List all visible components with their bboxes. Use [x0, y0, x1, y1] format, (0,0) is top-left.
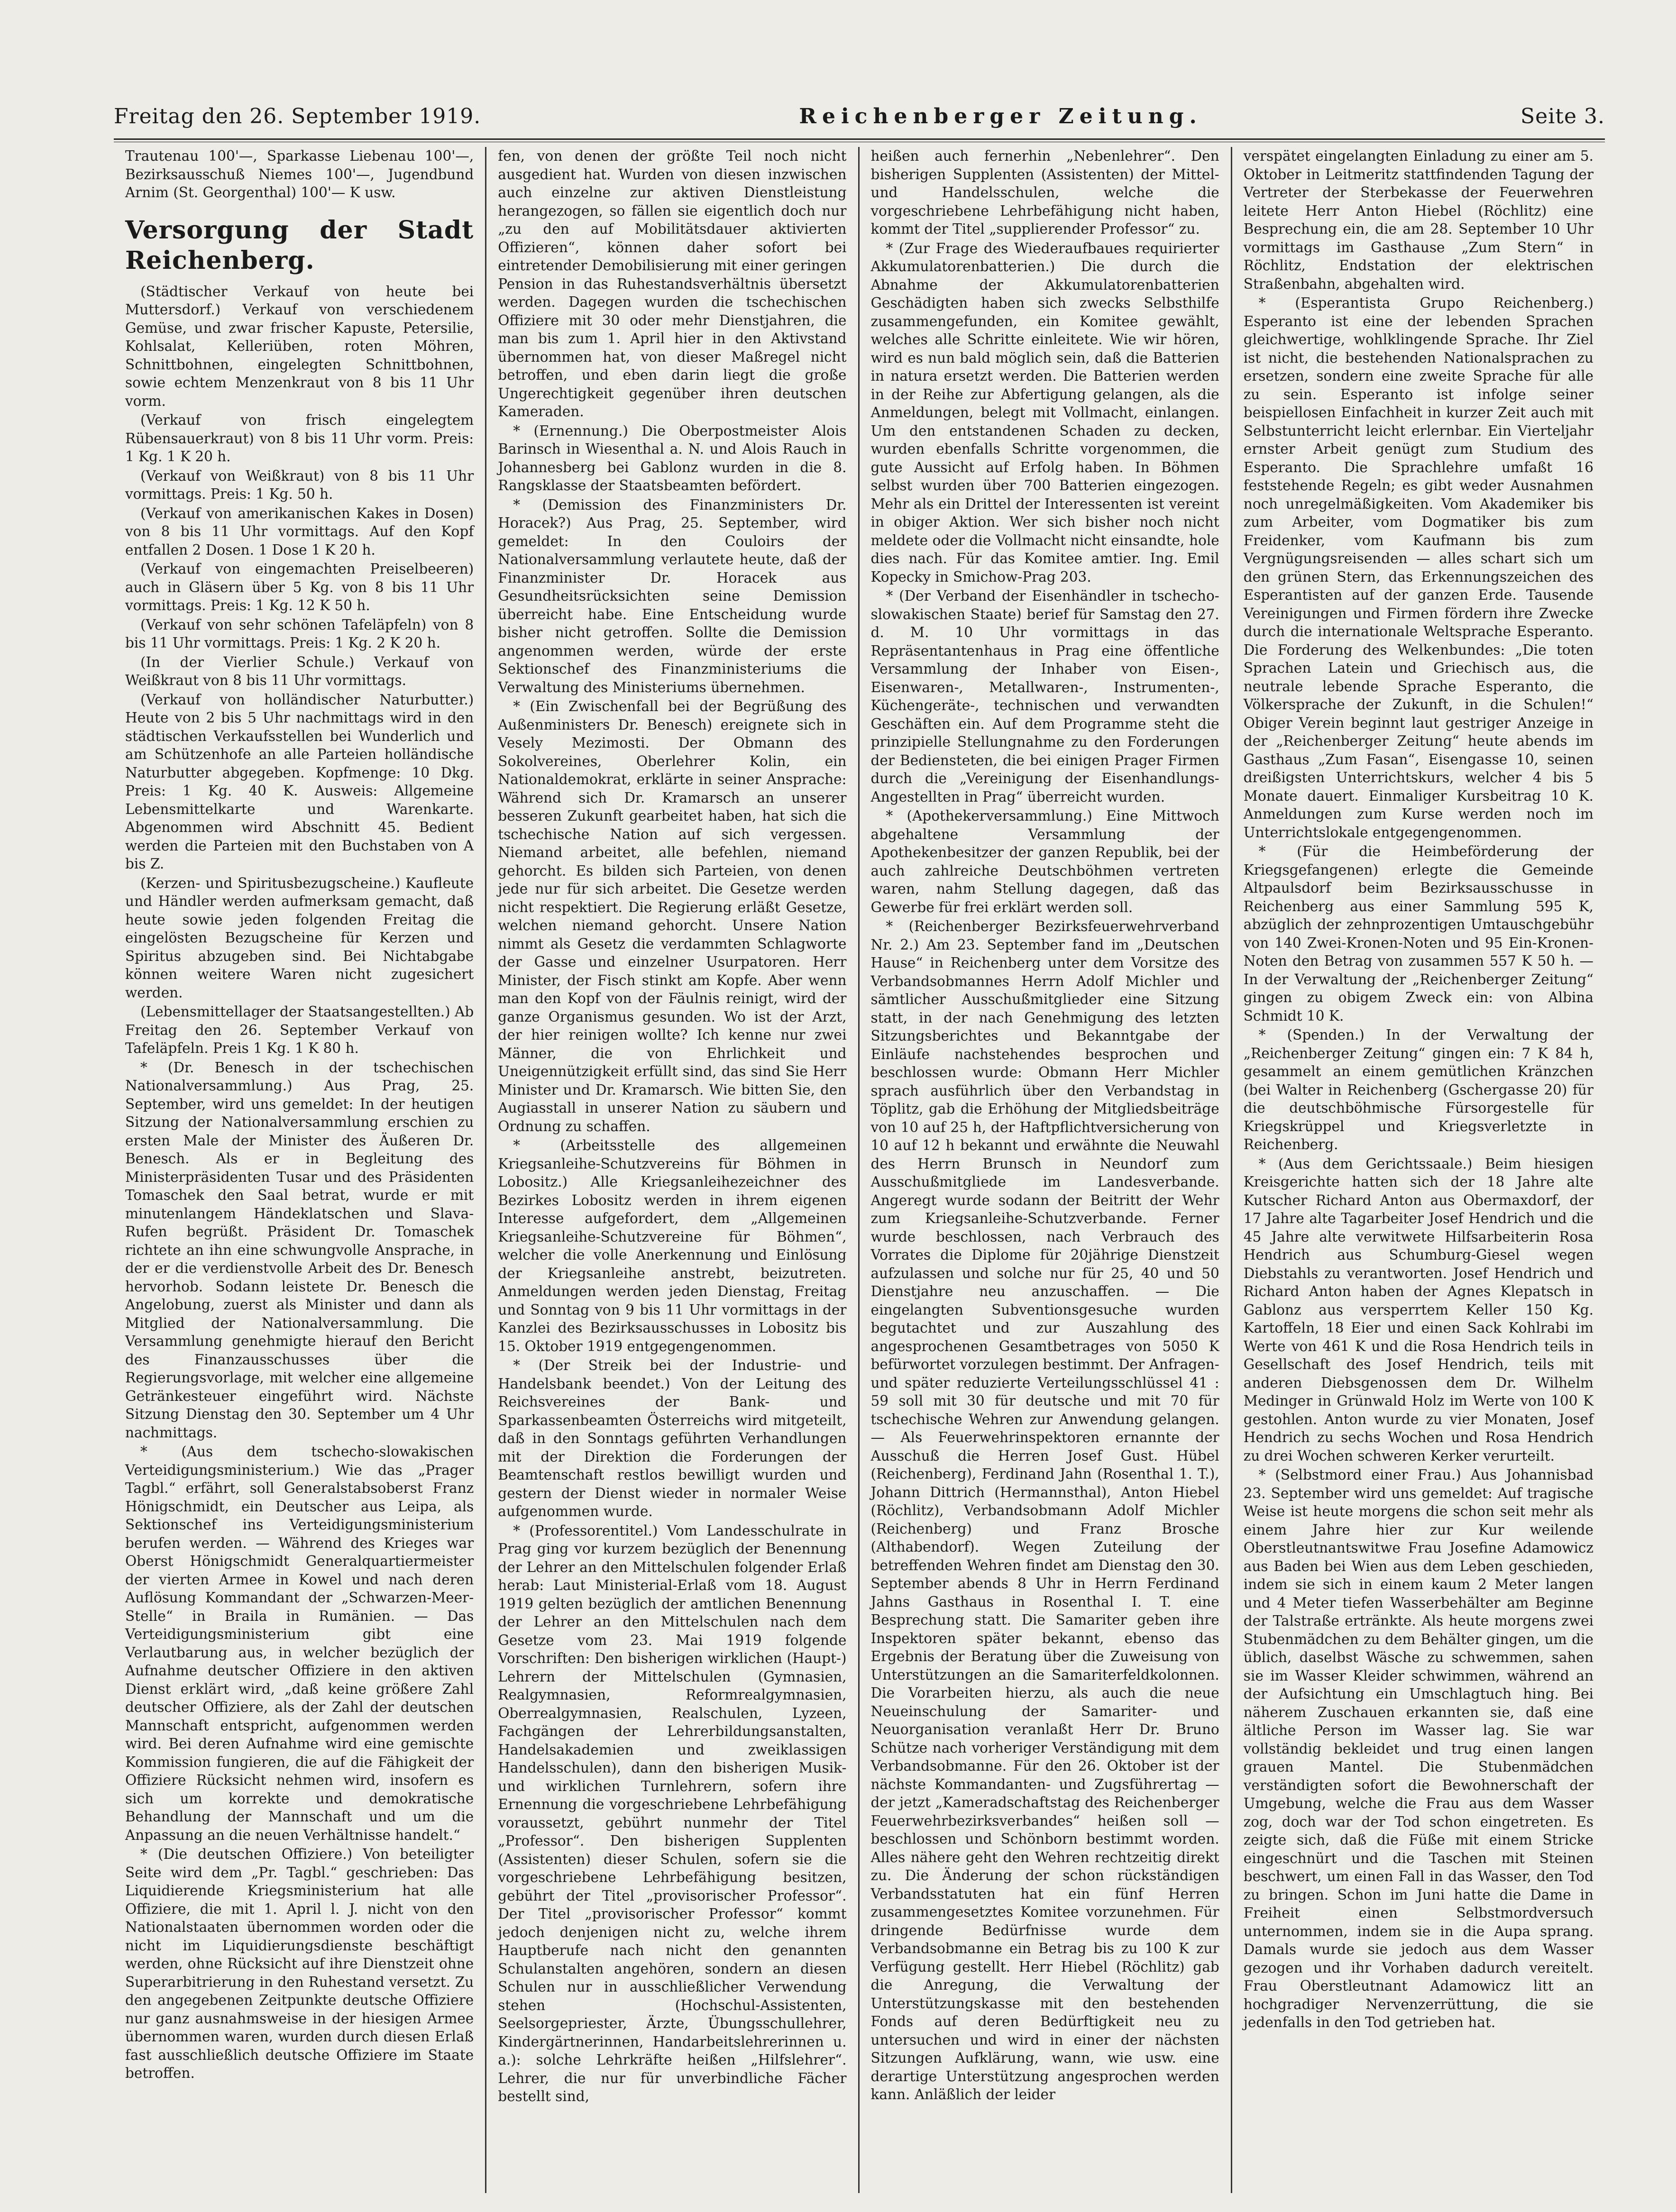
article-paragraph: Trautenau 100'—, Sparkasse Liebenau 100'—, Bezirksausschuß Niemes 100'—, Jugendbund Arnim (St. Georgenthal) 100'— K usw.	[125, 148, 474, 201]
article-paragraph: (Verkauf von amerikanischen Kakes in Dosen) von 8 bis 11 Uhr vormittags. Auf den Kopf entfallen 2 Dosen. 1 Dose 1 K 20 h.	[125, 505, 474, 558]
article-paragraph: verspätet eingelangten Einladung zu einer am 5. Oktober in Leitmeritz stattfindenden Tagung der Vertreter der Sterbekasse der Feuerwehren leitete Herr Anton Hiebel (Röchlitz) eine Besprechung ein, die am 28. September 10 Uhr vormittags im Gasthause „Zum Stern“ in Röchlitz, Endstation der elektrischen Straßenbahn, abgehalten wird.	[1243, 148, 1594, 292]
article-paragraph: * (Für die Heimbeförderung der Kriegsgefangenen) erlegte die Gemeinde Altpaulsdorf beim Bezirksausschusse in Reichenberg aus einer Sammlung 595 K, abzüglich der zehnprozentigen Umtauschgebühr von 140 Zwei-Kronen-Noten und 95 Ein-Kronen-Noten den Betrag von zusammen 557 K 50 h. — In der Verwaltung der „Reichenberger Zeitung“ gingen zu obigem Zweck ein: von Albina Schmidt 10 K.	[1243, 843, 1594, 1024]
column-1	[114, 147, 486, 2193]
article-paragraph: * (Der Verband der Eisenhändler in tschecho-slowakischen Staate) berief für Samstag den 27. d. M. 10 Uhr vormittags in das Repräsentantenhaus in Prag eine öffentliche Versammlung der Inhaber von Eisen-, Eisenwaren-, Metallwaren-, Instrumenten-, Küchengeräte-, technischen und verwandten Geschäften ein. Auf dem Programme steht die prinzipielle Stellungnahme zu den Forderungen der Bediensteten, die bei einigen Prager Firmen durch die „Vereinigung der Eisenhandlungs-Angestellten in Prag“ überreicht wurden.	[870, 588, 1219, 805]
article-paragraph: * (Ein Zwischenfall bei der Begrüßung des Außenministers Dr. Benesch) ereignete sich in Vesely Mezimosti. Der Obmann des Sokolvereines, Oberlehrer Kolin, ein Nationaldemokrat, erklärte in seiner Ansprache: Während sich Dr. Kramarsch an unserer besseren Zukunft gearbeitet haben, hat sich die tschechische Nation auf sich vergessen. Niemand arbeitet, alle befehlen, niemand gehorcht. Es bilden sich Parteien, von denen jede nur für sich arbeitet. Die Gesetze werden nicht respektiert. Die Regierung erläßt Gesetze, welchen niemand gehorcht. Unsere Nation nimmt als Gesetz die verdammten Schlagworte der Gasse und einzelner Usurpatoren. Herr Minister, der Fisch stinkt am Kopfe. Aber wenn man den Kopf von der Fäulnis reinigt, wird der ganze Organismus gesunden. Wo ist der Arzt, der hier reinigen wollte? Ich kenne nur zwei Männer, die von Ehrlichkeit und Uneigennützigkeit erfüllt sind, das sind Sie Herr Minister und Dr. Kramarsch. Wie bitten Sie, den Augiasstall in unserer Nation zu säubern und Ordnung zu schaffen.	[498, 698, 847, 1134]
article-paragraph: * (Die deutschen Offiziere.) Von beteiligter Seite wird dem „Pr. Tagbl.“ geschrieben: Das Liquidierende Kriegsministerium hat alle Offiziere, die mit 1. April l. J. nicht von den Nationalstaaten übernommen worden oder die nicht im Liquidierungsdienste beschäftigt werden, ohne Rücksicht auf ihre Dienstzeit ohne Superarbitrierung in den Ruhestand versetzt. Zu den angegebenen Zeitpunkte deutsche Offiziere nur ganz ausnahmsweise in der hiesigen Armee übernommen waren, wurden durch diesen Erlaß fast ausschließlich deutsche Offiziere im Staate betroffen.	[125, 1846, 474, 2081]
article-paragraph: (Verkauf von frisch eingelegtem Rübensauerkraut) von 8 bis 11 Uhr vorm. Preis: 1 Kg. 1 K 20 h.	[125, 412, 474, 465]
article-paragraph: * (Spenden.) In der Verwaltung der „Reichenberger Zeitung“ gingen ein: 7 K 84 h, gesammelt an einem gemütlichen Kränzchen (bei Walter in Reichenberg (Gschergasse 20) für die deutschböhmische Fürsorgestelle für Kriegskrüppel und Kriegsverletzte in Reichenberg.	[1243, 1027, 1594, 1152]
newspaper-title: Reichenberger Zeitung.	[799, 104, 1202, 128]
article-paragraph: * (Selbstmord einer Frau.) Aus Johannisbad 23. September wird uns gemeldet: Auf tragische Weise ist heute morgens die schon seit mehr als einem Jahre hier zur Kur weilende Oberstleutnantswitwe Frau Josefine Adamowicz aus Baden bei Wien aus dem Leben geschieden, indem sie sich in einem kaum 2 Meter langen und 4 Meter tiefen Wasserbehälter am Beginne der Talstraße ertränkte. Als heute morgens zwei Stubenmädchen zu dem Behälter gingen, um die üblich, daselbst Wäsche zu schwemmen, sahen sie im Wasser Kleider schwimmen, während an der Aufsichtung ein Umschlagtuch hing. Bei näherem Zuschauen erkannten sie, daß eine ältliche Person im Wasser lag. Sie war vollständig bekleidet und trug einen langen grauen Mantel. Die Stubenmädchen verständigten sofort die Bewohnerschaft der Umgebung, welche die Frau aus dem Wasser zog, doch war der Tod schon eingetreten. Es zeigte sich, daß die Füße mit einem Stricke eingeschnürt und die Taschen mit Steinen beschwert, um einen Fall in das Wasser, den Tod zu bringen. Schon im Juni hatte die Dame in Freiheit einen Selbstmordversuch unternommen, indem sie in die Aupa sprang. Damals wurde sie jedoch aus dem Wasser gezogen und ihr Vorhaben dadurch vereitelt. Frau Oberstleutnant Adamowicz litt an hochgradiger Nervenzerrüttung, die sie jedenfalls in den Tod getrieben hat.	[1243, 1467, 1594, 2030]
column-4	[1232, 147, 1605, 2193]
header-rule	[114, 138, 1605, 142]
article-paragraph: (Verkauf von Weißkraut) von 8 bis 11 Uhr vormittags. Preis: 1 Kg. 50 h.	[125, 467, 474, 502]
article-paragraph: * (Aus dem Gerichtssaale.) Beim hiesigen Kreisgerichte hatten sich der 18 Jahre alte Kutscher Richard Anton aus Obermaxdorf, der 17 Jahre alte Tagarbeiter Josef Hendrich und die 45 Jahre alte verwitwete Hilfsarbeiterin Rosa Hendrich aus Schumburg-Giesel wegen Diebstahls zu verantworten. Josef Hendrich und Richard Anton haben der Agnes Klepatsch in Gablonz aus versperrtem Keller 150 Kg. Kartoffeln, 18 Eier und einen Sack Kohlrabi im Werte von 461 K und die Rosa Hendrich teils in Gesellschaft des Josef Hendrich, teils mit anderen Diebsgenossen dem Dr. Wilhelm Medinger in Grünwald Holz im Werte von 100 K gestohlen. Anton wurde zu vier Monaten, Josef Hendrich zu sechs Wochen und Rosa Hendrich zu drei Wochen schweren Kerker verurteilt.	[1243, 1155, 1594, 1464]
article-paragraph: * (Professorentitel.) Vom Landesschulrate in Prag ging vor kurzem bezüglich der Benennung der Lehrer an den Mittelschulen folgender Erlaß herab: Laut Ministerial-Erlaß vom 18. August 1919 gelten bezüglich der amtlichen Benennung der Lehrer an den Mittelschulen nach dem Gesetze vom 23. Mai 1919 folgende Vorschriften: Den bisherigen wirklichen (Haupt-) Lehrern der Mittelschulen (Gymnasien, Realgymnasien, Reformrealgymnasien, Oberrealgymnasien, Realschulen, Lyzeen, Fachgängen der Lehrerbildungsanstalten, Handelsakademien und zweiklassigen Handelsschulen), dann den bisherigen Musik- und wirklichen Turnlehrern, sofern ihre Ernennung die vorgeschriebene Lehrbefähigung voraussetzt, gebührt nunmehr der Titel „Professor“. Den bisherigen Supplenten (Assistenten) dieser Schulen, sofern sie die vorgeschriebene Lehrbefähigung besitzen, gebührt der Titel „provisorischer Professor“. Der Titel „provisorischer Professor“ kommt jedoch denjenigen nicht zu, welche ihrem Hauptberufe nach nicht den genannten Schulanstalten angehören, sondern an diesen Schulen nur in ausschließlicher Verwendung stehen (Hochschul-Assistenten, Seelsorgepriester, Ärzte, Übungsschullehrer, Kindergärtnerinnen, Handarbeitslehrerinnen u. a.): solche Lehrkräfte heißen „Hilfslehrer“. Lehrer, die nur für unverbindliche Fächer bestellt sind,	[498, 1522, 847, 2104]
page-number: Seite 3.	[1520, 104, 1605, 128]
article-paragraph: (In der Vierlier Schule.) Verkauf von Weißkraut von 8 bis 11 Uhr vormittags.	[125, 654, 474, 688]
article-paragraph: (Verkauf von holländischer Naturbutter.) Heute von 2 bis 5 Uhr nachmittags wird in den städtischen Verkaufsstellen bei Wunderlich und am Schützenhofe an alle Parteien holländische Naturbutter abgegeben. Kopfmenge: 10 Dkg. Preis: 1 Kg. 40 K. Ausweis: Allgemeine Lebensmittelkarte und Warenkarte. Abgenommen wird Abschnitt 45. Bedient werden die Parteien mit den Buchstaben von A bis Z.	[125, 691, 474, 872]
article-paragraph: fen, von denen der größte Teil noch nicht ausgedient hat. Wurden von diesen inzwischen auch einzelne zur aktiven Dienstleistung herangezogen, so fällen sie eigentlich doch nur „zu den auf Mobilitätsdauer aktivierten Offizieren“, können daher sofort bei eintretender Demobilisierung mit einer geringen Pension in das Ruhestandsverhältnis übersetzt werden. Dagegen wurden die tschechischen Offiziere mit 30 oder mehr Dienstjahren, die man bis zum 1. April hier in den Aktivstand übernommen hat, von dieser Maßregel nicht betroffen, und eben darin liegt die große Ungerechtigkeit gegenüber ihren deutschen Kameraden.	[498, 148, 847, 420]
article-paragraph: (Lebensmittellager der Staatsangestellten.) Ab Freitag den 26. September Verkauf von Tafeläpfeln. Preis 1 Kg. 1 K 80 h.	[125, 1004, 474, 1056]
article-paragraph: * (Demission des Finanzministers Dr. Horacek?) Aus Prag, 25. September, wird gemeldet: In den Couloirs der Nationalversammlung verlautete heute, daß der Finanzminister Dr. Horacek aus Gesundheitsrücksichten seine Demission überreicht habe. Eine Entscheidung wurde bisher nicht getroffen. Sollte die Demission angenommen werden, würde der erste Sektionschef des Finanzministeriums die Verwaltung des Ministeriums übernehmen.	[498, 496, 847, 695]
article-paragraph: * (Der Streik bei der Industrie- und Handelsbank beendet.) Von der Leitung des Reichsvereines der Bank- und Sparkassenbeamten Österreichs wird mitgeteilt, daß in den Sonntags geführten Verhandlungen mit der Direktion die Forderungen der Beamtenschaft restlos bewilligt wurden und gestern der Dienst wieder in normaler Weise aufgenommen wurde.	[498, 1357, 847, 1519]
article-paragraph: * (Apothekerversammlung.) Eine Mittwoch abgehaltene Versammlung der Apothekenbesitzer der ganzen Republik, bei der auch zahlreiche Deutschböhmen vertreten waren, nahm Stellung dagegen, daß das Gewerbe für frei erklärt werden soll.	[870, 808, 1219, 915]
article-paragraph: (Verkauf von eingemachten Preiselbeeren) auch in Gläsern über 5 Kg. von 8 bis 11 Uhr vormittags. Preis: 1 Kg. 12 K 50 h.	[125, 561, 474, 613]
article-paragraph: * (Zur Frage des Wiederaufbaues requirierter Akkumulatorenbatterien.) Die durch die Abnahme der Akkumulatorenbatterien Geschädigten haben sich zwecks Selbsthilfe zusammengefunden, ein Komitee gewählt, welches alle Schritte einleitete. Wie wir hören, wird es nun bald möglich sein, daß die Batterien in natura ersetzt werden. Die Batterien werden in der Reihe zur Abfertigung gelangen, als die Anmeldungen, belegt mit Vollmacht, einlangen. Um den entstandenen Schaden zu decken, wurden ebenfalls Schritte vorgenommen, die gute Aussicht auf Erfolg haben. In Böhmen selbst wurden über 700 Batterien eingezogen. Mehr als ein Drittel der Interessenten ist vereint in obiger Aktion. Wer sich bisher noch nicht meldete oder die Vollmacht nicht einsandte, hole dies nach. Für das Komitee amtier. Ing. Emil Kopecky in Smichow-Prag 203.	[870, 240, 1219, 585]
article-paragraph: heißen auch fernerhin „Nebenlehrer“. Den bisherigen Supplenten (Assistenten) der Mittel- und Handelsschulen, welche die vorgeschriebene Lehrbefähigung nicht haben, kommt der Titel „supplierender Professor“ zu.	[870, 148, 1219, 237]
page-header	[114, 97, 1605, 135]
column-3	[860, 147, 1232, 2193]
article-paragraph: (Verkauf von sehr schönen Tafeläpfeln) von 8 bis 11 Uhr vormittags. Preis: 1 Kg. 2 K 20 h.	[125, 616, 474, 651]
article-paragraph: (Kerzen- und Spiritusbezugscheine.) Kaufleute und Händler werden aufmerksam gemacht, daß heute sowie jeden folgenden Freitag die eingelösten Bezugscheine für Kerzen und Spiritus abzugeben sind. Bei Nichtabgabe können weitere Waren nicht zugesichert werden.	[125, 875, 474, 1001]
article-paragraph: * (Arbeitsstelle des allgemeinen Kriegsanleihe-Schutzvereins für Böhmen in Lobositz.) Alle Kriegsanleihezeichner des Bezirkes Lobositz werden in ihrem eigenen Interesse aufgefordert, dem „Allgemeinen Kriegsanleihe-Schutzvereine für Böhmen“, welcher die volle Anerkennung und Einlösung der Kriegsanleihe anstrebt, beizutreten. Anmeldungen werden jeden Dienstag, Freitag und Sonntag von 9 bis 11 Uhr vormittags in der Kanzlei des Bezirksausschusses in Lobositz bis 15. Oktober 1919 entgegengenommen.	[498, 1137, 847, 1354]
article-paragraph: (Städtischer Verkauf von heute bei Muttersdorf.) Verkauf von verschiedenem Gemüse, und zwar frischer Kapuste, Petersilie, Kohlsalat, Kelleriüben, roten Möhren, Schnittbohnen, eingelegten Schnittbohnen, sowie echtem Menzenkraut von 8 bis 11 Uhr vorm.	[125, 283, 474, 409]
section-heading: Versorgung der Stadt Reichenberg.	[125, 215, 474, 275]
article-paragraph: * (Aus dem tschecho-slowakischen Verteidigungsministerium.) Wie das „Prager Tagbl.“ erfährt, soll Generalstabsoberst Franz Hönigschmidt, ein Deutscher aus Leipa, als Sektionschef ins Verteidigungsministerium berufen werden. — Während des Krieges war Oberst Hönigschmidt Generalquartiermeister der vierten Armee in Kowel und nach deren Auflösung Kommandant der „Schwarzen-Meer-Stelle“ in Braila in Rumänien. — Das Verteidigungsministerium gibt eine Verlautbarung aus, in welcher bezüglich der Aufnahme deutscher Offiziere in den aktiven Dienst erklärt wird, „daß keine größere Zahl deutscher Offiziere, als der Zahl der deutschen Mannschaft entspricht, aufgenommen werden wird. Bei deren Aufnahme wird eine gemischte Kommission fungieren, die auf die Fähigkeit der Offiziere Rücksicht nehmen wird, insofern es sich um korrekte und demokratische Behandlung der Mannschaft und um die Anpassung an die neuen Verhältnisse handelt.“	[125, 1444, 474, 1843]
article-paragraph: * (Ernennung.) Die Oberpostmeister Alois Barinsch in Wiesenthal a. N. und Alois Rauch in Johannesberg bei Gablonz wurden in die 8. Rangsklasse der Staatsbeamten befördert.	[498, 422, 847, 494]
column-2	[486, 147, 859, 2193]
article-paragraph: * (Reichenberger Bezirksfeuerwehrverband Nr. 2.) Am 23. September fand im „Deutschen Hause“ in Reichenberg unter dem Vorsitze des Verbandsobmannes Herrn Adolf Michler und sämtlicher Ausschußmitglieder eine Sitzung statt, in der nach Genehmigung des letzten Sitzungsberichtes und Bekanntgabe der Einläufe nachstehendes besprochen und beschlossen wurde: Obmann Herr Michler sprach ausführlich über den Verbandstag in Töplitz, gab die Erhöhung der Mitgliedsbeiträge von 10 auf 25 h, der Haftpflichtversicherung von 10 auf 12 h bekannt und erwähnte die Neuwahl des Herrn Brunsch in Neundorf zum Ausschußmitgliede im Landesverbande. Angeregt wurde sodann der Beitritt der Wehr zum Kriegsanleihe-Schutzverbande. Ferner wurde beschlossen, nach Verbrauch des Vorrates die Diplome für 20jährige Dienstzeit aufzulassen und solche nur für 25, 40 und 50 Dienstjahre neu anzuschaffen. — Die eingelangten Subventionsgesuche wurden begutachtet und zur Auszahlung des angesprochenen Gesamtbetrages von 5050 K befürwortet vorzulegen bestimmt. Der Anfragen- und später reduzierte Verteilungsschlüssel 41 : 59 soll mit 30 für deutsche und mit 70 für tschechische Wehren zur Anwendung gelangen. — Als Feuerwehrinspektoren ernannte der Ausschuß die Herren Josef Gust. Hübel (Reichenberg), Ferdinand Jahn (Rosenthal 1. T.), Johann Dittrich (Hermannsthal), Anton Hiebel (Röchlitz), Verbandsobmann Adolf Michler (Reichenberg) und Franz Brosche (Althabendorf). Wegen Zuteilung der betreffenden Wehren findet am Dienstag den 30. September abends 8 Uhr in Herrn Ferdinand Jahns Gasthaus in Rosenthal I. T. eine Besprechung statt. Die Samariter geben ihre Inspektoren später bekannt, ebenso das Ergebnis der Beratung über die Zuweisung von Unterstützungen an die Samariterfeldkolonnen. Die Vorarbeiten hierzu, als auch die neue Neueinschulung der Samariter- und Neuorganisation veranlaßt Herr Dr. Bruno Schütze nach vorheriger Verständigung mit dem Verbandsobmanne. Für den 26. Oktober ist der nächste Kommandanten- und Zugsführertag — der jetzt „Kameradschaftstag des Reichenberger Feuerwehrbezirksverbandes“ heißen soll — beschlossen und Schönborn bestimmt worden. Alles nähere geht den Wehren rechtzeitig direkt zu. Die Änderung der schon rückständigen Verbandsstatuten hat ein fünf Herren zusammengesetztes Komitee vorzunehmen. Für dringende Bedürfnisse wurde dem Verbandsobmanne ein Betrag bis zu 100 K zur Verfügung gestellt. Herr Hiebel (Röchlitz) gab die Anregung, die Verwaltung der Unterstützungskasse mit den bestehenden Fonds auf deren Bedürftigkeit neu zu untersuchen und wird in einer der nächsten Sitzungen Aufklärung, wann, wie usw. eine derartige Unterstützung angesprochen werden kann. Anläßlich der leider	[870, 918, 1219, 2102]
article-paragraph: * (Dr. Benesch in der tschechischen Nationalversammlung.) Aus Prag, 25. September, wird uns gemeldet: In der heutigen Sitzung der Nationalversammlung erschien zu ersten Male der Minister des Äußeren Dr. Benesch. Als er in Begleitung des Ministerpräsidenten Tusar und des Präsidenten Tomaschek den Saal betrat, wurde er mit minutenlangem Händeklatschen und Slava-Rufen begrüßt. Präsident Dr. Tomaschek richtete an ihn eine schwungvolle Ansprache, in der er die verdienstvolle Arbeit des Dr. Benesch hervorhob. Sodann leistete Dr. Benesch die Angelobung, zuerst als Minister und dann als Mitglied der Nationalversammlung. Die Versammlung genehmigte hierauf den Bericht des Finanzausschusses über die Regierungsvorlage, mit welcher eine allgemeine Getränkesteuer eingeführt wird. Nächste Sitzung Dienstag den 30. September um 4 Uhr nachmittags.	[125, 1059, 474, 1441]
article-columns	[114, 147, 1605, 2193]
issue-date: Freitag den 26. September 1919.	[114, 104, 481, 128]
article-paragraph: * (Esperantista Grupo Reichenberg.) Esperanto ist eine der lebenden Sprachen gleichwertige, wohlklingende Sprache. Ihr Ziel ist nicht, die bestehenden Nationalsprachen zu ersetzen, sondern eine zweite Sprache für alle zu sein. Esperanto ist infolge seiner beispiellosen Einfachheit in kurzer Zeit auch mit Selbstunterricht leicht erlernbar. Ein Vierteljahr ernster Arbeit genügt zum Studium des Esperanto. Die Sprachlehre umfaßt 16 feststehende Regeln; es gibt weder Ausnahmen noch unregelmäßigkeiten. Vom Akademiker bis zum Arbeiter, vom Dogmatiker bis zum Freidenker, vom Kaufmann bis zum Vergnügungsreisenden — alles schart sich um den grünen Stern, das Erkennungszeichen des Esperantisten auf der ganzen Erde. Tausende Vereinigungen und Firmen fördern ihre Zwecke durch die internationale Weltsprache Esperanto. Die Forderung des Welkenbundes: „Die toten Sprachen Latein und Griechisch aus, die neutrale lebende Sprache Esperanto, die Völkersprache der Zukunft, in die Schulen!“ Obiger Verein beginnt laut gestriger Anzeige in der „Reichenberger Zeitung“ heute abends im Gasthaus „Zum Fasan“, Eisengasse 10, seinen dreißigsten Unterrichtskurs, welcher 4 bis 5 Monate dauert. Einmaliger Kursbeitrag 10 K. Anmeldungen zum Kurse werden noch im Unterrichtslokale entgegengenommen.	[1243, 295, 1594, 841]
